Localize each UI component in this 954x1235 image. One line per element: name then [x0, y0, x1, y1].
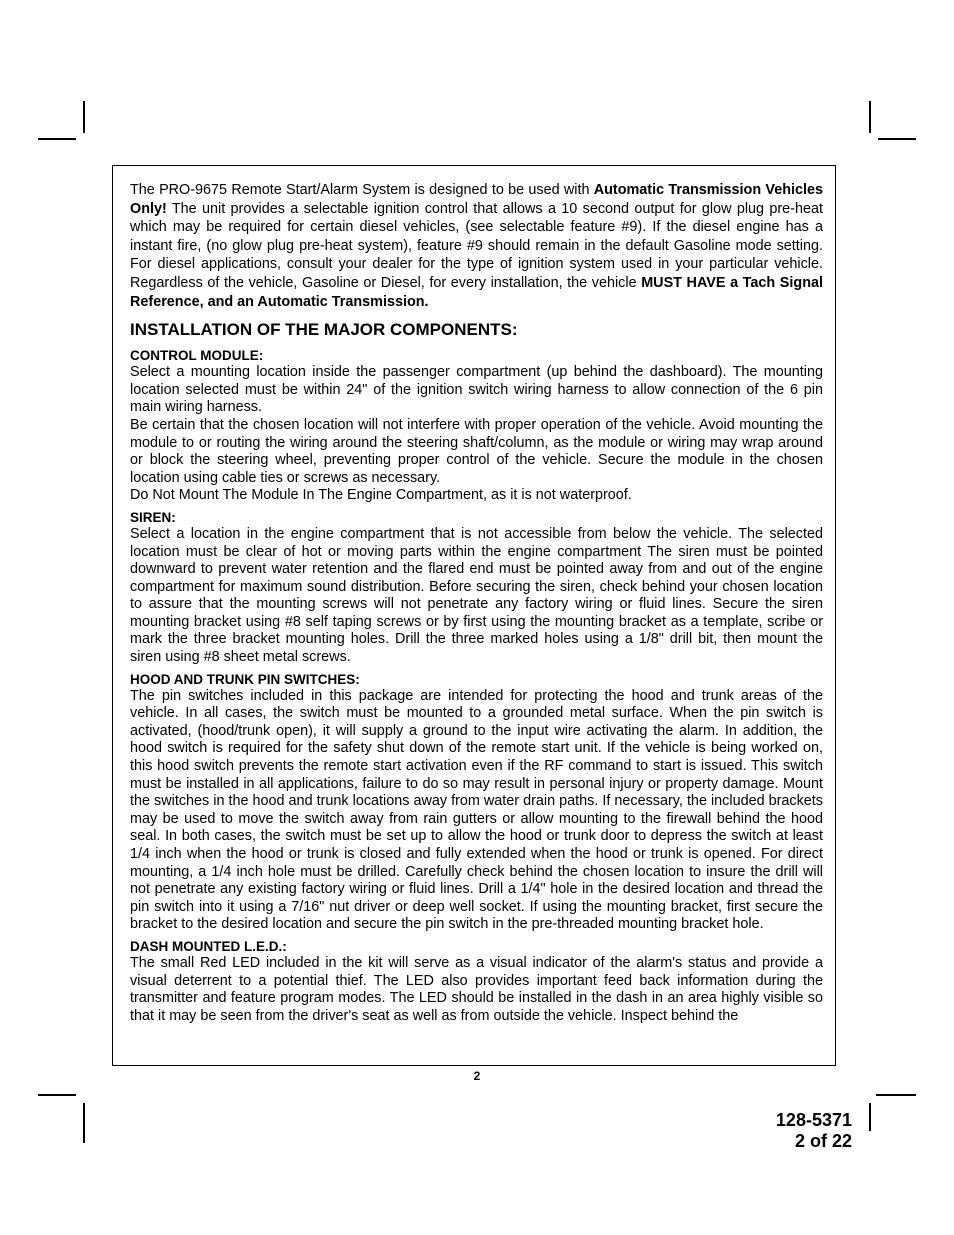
crop-mark [878, 138, 916, 140]
crop-mark [869, 101, 871, 133]
pin-switches-heading: HOOD AND TRUNK PIN SWITCHES: [130, 671, 360, 687]
page-number: 2 [473, 1069, 481, 1083]
crop-mark [38, 1094, 76, 1096]
intro-text: The unit provides a selectable ignition control that allows a 10 second output for glow plug pre-heat which may be required for certain diesel vehicles, (see selectable feature #9). If the diesel engine has a instant fire, (no glow plug pre-heat system), feature #9 should remain in the default Gasoline mode setting. For diesel applications, consult your dealer for the type of ignition system used in your particular vehicle. Regardless of the vehicle, Gasoline or Diesel, for every installation, the vehicle [130, 200, 823, 291]
led-heading: DASH MOUNTED L.E.D.: [130, 938, 287, 954]
control-module-paragraph: Select a mounting location inside the passenger compartment (up behind the dashboard). The mounting location selected must be within 24" of the ignition switch wiring harness to allow connection of the 6 pin main wiring harness. [130, 364, 823, 416]
pin-switches-paragraph: The pin switches included in this package are intended for protecting the hood and trunk areas of the vehicle. In all cases, the switch must be mounted to a grounded metal surface. When the pin switch is activated, (hood/trunk open), it will supply a ground to the input wire activating the alarm. In addition, the hood switch is required for the safety shut down of the remote start unit. If the vehicle is being worked on, this hood switch prevents the remote start activation even if the RF command to start is issued. This switch must be installed in all applications, failure to do so may result in personal injury or property damage. Mount the switches in the hood and trunk locations away from water drain paths. If necessary, the included brackets may be used to move the switch away from rain gutters or allow mounting to the firewall behind the hood seal. In both cases, the switch must be set up to allow the hood or trunk door to depress the switch at least 1/4 inch when the hood or trunk is closed and fully extended when the hood or trunk is opened. For direct mounting, a 1/4 inch hole must be drilled. Carefully check behind the chosen location to insure the drill will not penetrate any existing factory wiring or fluid lines. Drill a 1/4" hole in the desired location and thread the pin switch into it using a 7/16" nut driver or deep well socket. If using the mounting bracket, first secure the bracket to the desired location and secure the pin switch in the pre-threaded mounting bracket hole. [130, 687, 823, 933]
intro-text: The PRO-9675 Remote Start/Alarm System is designed to be used with [130, 182, 594, 198]
document-reference [776, 1110, 852, 1152]
crop-mark [869, 1103, 871, 1131]
intro-bold-text: MUST HAVE a Tach Signal Reference, and an Automatic Transmission. [130, 274, 823, 310]
control-module-paragraph: Do Not Mount The Module In The Engine Compartment, as it is not waterproof. [130, 487, 632, 504]
crop-mark [876, 1094, 916, 1096]
siren-heading: SIREN: [130, 509, 176, 525]
document-number: 128-5371 [775, 1110, 852, 1130]
intro-paragraph [130, 181, 823, 311]
content-frame [112, 165, 836, 1066]
crop-mark [38, 138, 76, 140]
crop-mark [83, 1103, 85, 1143]
siren-paragraph: Select a location in the engine compartment that is not accessible from below the vehicle. The selected location must be clear of hot or moving parts within the engine compartment The siren must be pointed downward to prevent water retention and the flared end must be pointed away from and out of the engine compartment for maximum sound distribution. Before securing the siren, check behind your chosen location to assure that the mounting screws will not penetrate any factory wiring or fluid lines. Secure the siren mounting bracket using #8 self taping screws or by first using the mounting bracket as a template, scribe or mark the three bracket mounting holes. Drill the three marked holes using a 1/8" drill bit, then mount the siren using #8 sheet metal screws. [130, 525, 823, 666]
control-module-heading: CONTROL MODULE: [130, 348, 264, 364]
led-paragraph: The small Red LED included in the kit will serve as a visual indicator of the alarm's status and provide a visual deterrent to a potential thief. The LED also provides important feed back information during the transmitter and feature program modes. The LED should be installed in the dash in an area highly visible so that it may be seen from the driver's seat as well as from outside the vehicle. Inspect behind the [130, 954, 823, 1024]
control-module-paragraph: Be certain that the chosen location will not interfere with proper operation of the vehicle. Avoid mounting the module to or routing the wiring around the steering shaft/column, as the module or wiring may wrap around or block the steering wheel, preventing proper control of the vehicle. Secure the module in the chosen location using cable ties or screws as necessary. [130, 416, 823, 486]
page-of-total: 2 of 22 [794, 1131, 852, 1151]
intro-bold-text: Automatic Transmission Vehicles Only! [130, 182, 823, 217]
section-title: INSTALLATION OF THE MAJOR COMPONENTS: [130, 320, 518, 340]
page-content [130, 181, 823, 1025]
crop-mark [83, 101, 85, 133]
